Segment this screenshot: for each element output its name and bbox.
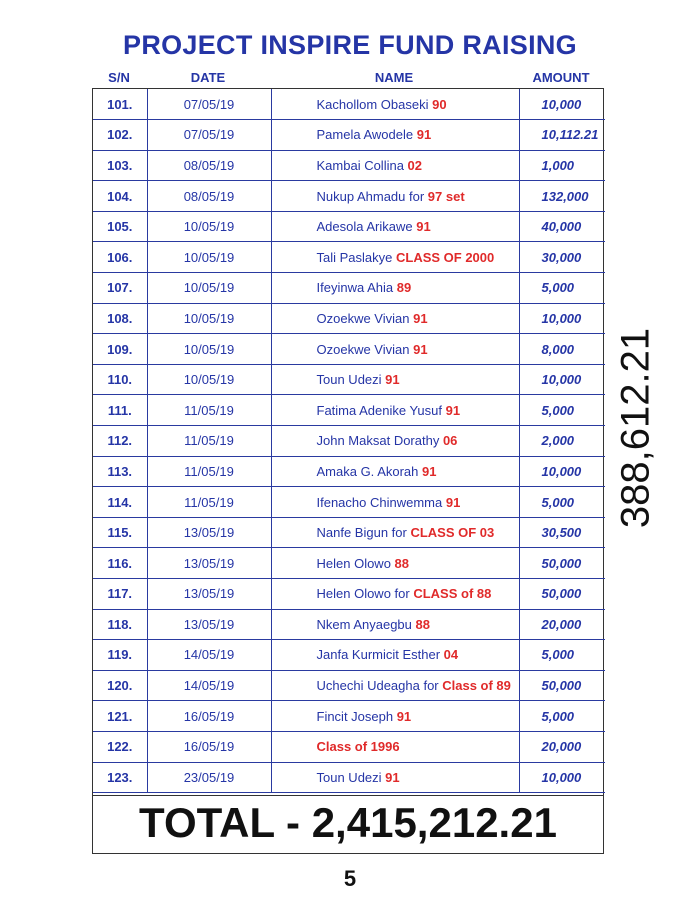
row-serial: 113.: [93, 456, 147, 487]
row-date: 10/05/19: [147, 211, 271, 242]
table-row: [93, 456, 605, 487]
row-name: [271, 303, 519, 334]
row-name: [271, 579, 519, 610]
class-tag: CLASS OF 2000: [395, 249, 495, 265]
table-row: [93, 701, 605, 732]
row-amount: 5,000: [519, 273, 605, 304]
row-date: 13/05/19: [147, 517, 271, 548]
header-name: NAME: [374, 70, 414, 85]
row-name: [271, 150, 519, 181]
row-serial: 123.: [93, 762, 147, 793]
row-serial: 107.: [93, 273, 147, 304]
row-date: 14/05/19: [147, 670, 271, 701]
row-date: 10/05/19: [147, 303, 271, 334]
row-amount: 2,000: [519, 426, 605, 457]
row-serial: 102.: [93, 120, 147, 151]
row-amount: 20,000: [519, 609, 605, 640]
table-row: [93, 181, 605, 212]
class-tag: 91: [445, 402, 461, 418]
donor-name: Pamela Awodele: [316, 127, 417, 143]
class-tag: Class of 89: [442, 678, 511, 694]
donor-name: Nukup Ahmadu for: [316, 188, 428, 204]
table-row: [93, 303, 605, 334]
row-serial: 108.: [93, 303, 147, 334]
class-tag: 91: [385, 372, 400, 388]
row-date: 11/05/19: [147, 426, 271, 457]
row-serial: 104.: [93, 181, 147, 212]
row-serial: 111.: [93, 395, 147, 426]
row-amount: 50,000: [519, 548, 605, 579]
grand-total: TOTAL - 2,415,212.21: [93, 795, 603, 853]
row-serial: 122.: [93, 731, 147, 762]
row-date: 08/05/19: [147, 150, 271, 181]
table-row: [93, 120, 605, 151]
row-amount: 5,000: [519, 640, 605, 671]
row-date: 10/05/19: [147, 364, 271, 395]
page-number: 5: [343, 866, 357, 891]
table-row: [93, 640, 605, 671]
row-amount: 10,000: [519, 456, 605, 487]
donor-name: Nkem Anyaegbu: [316, 616, 416, 632]
header-date: DATE: [190, 70, 226, 85]
class-tag: 91: [413, 341, 428, 357]
row-serial: 109.: [93, 334, 147, 365]
side-subtotal: 388,612.21: [613, 327, 658, 529]
row-date: 11/05/19: [147, 395, 271, 426]
class-tag: 91: [416, 127, 432, 143]
table-row: [93, 426, 605, 457]
row-serial: 110.: [93, 364, 147, 395]
table-row: [93, 273, 605, 304]
row-date: 07/05/19: [147, 120, 271, 151]
row-name: [271, 456, 519, 487]
row-serial: 118.: [93, 609, 147, 640]
donor-name: Toun Udezi: [316, 372, 386, 388]
class-tag: 91: [445, 494, 461, 510]
table-row: [93, 364, 605, 395]
row-date: 14/05/19: [147, 640, 271, 671]
row-date: 11/05/19: [147, 456, 271, 487]
table-row: [93, 334, 605, 365]
row-amount: 5,000: [519, 487, 605, 518]
row-serial: 106.: [93, 242, 147, 273]
class-tag: 91: [416, 219, 431, 235]
donor-name: John Maksat Dorathy: [316, 433, 443, 449]
donor-name: Fatima Adenike Yusuf: [316, 402, 446, 418]
donor-name: Fincit Joseph: [316, 708, 397, 724]
row-amount: 10,000: [519, 762, 605, 793]
row-date: 08/05/19: [147, 181, 271, 212]
row-date: 07/05/19: [147, 89, 271, 120]
row-amount: 10,000: [519, 364, 605, 395]
class-tag: 88: [394, 555, 410, 571]
donor-name: Ozoekwe Vivian: [316, 341, 414, 357]
row-serial: 120.: [93, 670, 147, 701]
table-row: [93, 670, 605, 701]
class-tag: CLASS OF 03: [410, 525, 495, 541]
class-tag: 90: [432, 96, 447, 112]
class-tag: CLASS of 88: [413, 586, 492, 602]
row-amount: 5,000: [519, 395, 605, 426]
table-row: [93, 609, 605, 640]
row-serial: 121.: [93, 701, 147, 732]
row-amount: 1,000: [519, 150, 605, 181]
row-name: [271, 364, 519, 395]
row-name: [271, 487, 519, 518]
donor-name: Tali Paslakye: [316, 249, 396, 265]
row-serial: 119.: [93, 640, 147, 671]
donor-name: Helen Olowo: [316, 555, 395, 571]
class-tag: Class of 1996: [316, 739, 400, 755]
class-tag: 04: [443, 647, 459, 663]
class-tag: 91: [413, 310, 428, 326]
row-name: [271, 181, 519, 212]
row-amount: 132,000: [519, 181, 605, 212]
row-amount: 40,000: [519, 211, 605, 242]
class-tag: 91: [385, 769, 400, 785]
row-name: [271, 273, 519, 304]
row-date: 16/05/19: [147, 701, 271, 732]
header-sn: S/N: [108, 70, 130, 85]
row-name: [271, 395, 519, 426]
donor-name: Uchechi Udeagha for: [316, 678, 443, 694]
class-tag: 91: [422, 463, 437, 479]
row-amount: 5,000: [519, 701, 605, 732]
donor-name: Ifenacho Chinwemma: [316, 494, 446, 510]
donor-name: Helen Olowo for: [316, 586, 414, 602]
page-title: PROJECT INSPIRE FUND RAISING: [123, 30, 577, 60]
class-tag: 89: [396, 280, 412, 296]
row-name: [271, 731, 519, 762]
row-serial: 105.: [93, 211, 147, 242]
row-serial: 101.: [93, 89, 147, 120]
row-amount: 10,000: [519, 89, 605, 120]
table-row: [93, 242, 605, 273]
table-row: [93, 548, 605, 579]
row-date: 10/05/19: [147, 242, 271, 273]
row-amount: 30,500: [519, 517, 605, 548]
table-row: [93, 579, 605, 610]
row-date: 13/05/19: [147, 548, 271, 579]
donor-name: Ozoekwe Vivian: [316, 310, 414, 326]
row-name: [271, 640, 519, 671]
donor-name: Adesola Arikawe: [316, 219, 417, 235]
row-name: [271, 548, 519, 579]
row-name: [271, 517, 519, 548]
row-amount: 20,000: [519, 731, 605, 762]
row-serial: 116.: [93, 548, 147, 579]
row-name: [271, 211, 519, 242]
row-amount: 8,000: [519, 334, 605, 365]
row-date: 13/05/19: [147, 579, 271, 610]
row-amount: 50,000: [519, 670, 605, 701]
row-amount: 50,000: [519, 579, 605, 610]
table-row: [93, 762, 605, 793]
row-amount: 10,112.21: [519, 120, 605, 151]
row-date: 13/05/19: [147, 609, 271, 640]
donor-name: Kambai Collina: [316, 157, 408, 173]
row-serial: 112.: [93, 426, 147, 457]
table-row: [93, 89, 605, 120]
donor-name: Amaka G. Akorah: [316, 463, 422, 479]
class-tag: 88: [415, 616, 430, 632]
row-name: [271, 426, 519, 457]
row-name: [271, 89, 519, 120]
donations-table: [92, 88, 604, 854]
donor-name: Nanfe Bigun for: [316, 525, 411, 541]
donor-name: Toun Udezi: [316, 769, 386, 785]
donor-name: Janfa Kurmicit Esther: [316, 647, 444, 663]
row-amount: 30,000: [519, 242, 605, 273]
table-row: [93, 731, 605, 762]
row-serial: 115.: [93, 517, 147, 548]
header-amount: AMOUNT: [532, 70, 590, 85]
table-row: [93, 211, 605, 242]
row-serial: 103.: [93, 150, 147, 181]
row-serial: 114.: [93, 487, 147, 518]
row-date: 10/05/19: [147, 334, 271, 365]
donor-name: Ifeyinwa Ahia: [316, 280, 397, 296]
row-name: [271, 670, 519, 701]
row-name: [271, 242, 519, 273]
row-date: 16/05/19: [147, 731, 271, 762]
donor-name: Kachollom Obaseki: [316, 96, 433, 112]
class-tag: 91: [396, 708, 412, 724]
donations-rows: [93, 89, 605, 793]
row-date: 10/05/19: [147, 273, 271, 304]
row-date: 23/05/19: [147, 762, 271, 793]
class-tag: 97 set: [427, 188, 465, 204]
table-row: [93, 487, 605, 518]
row-name: [271, 334, 519, 365]
table-row: [93, 395, 605, 426]
table-row: [93, 150, 605, 181]
row-name: [271, 762, 519, 793]
row-name: [271, 609, 519, 640]
class-tag: 02: [407, 157, 423, 173]
row-name: [271, 120, 519, 151]
table-row: [93, 517, 605, 548]
row-name: [271, 701, 519, 732]
class-tag: 06: [442, 433, 458, 449]
row-amount: 10,000: [519, 303, 605, 334]
row-serial: 117.: [93, 579, 147, 610]
row-date: 11/05/19: [147, 487, 271, 518]
